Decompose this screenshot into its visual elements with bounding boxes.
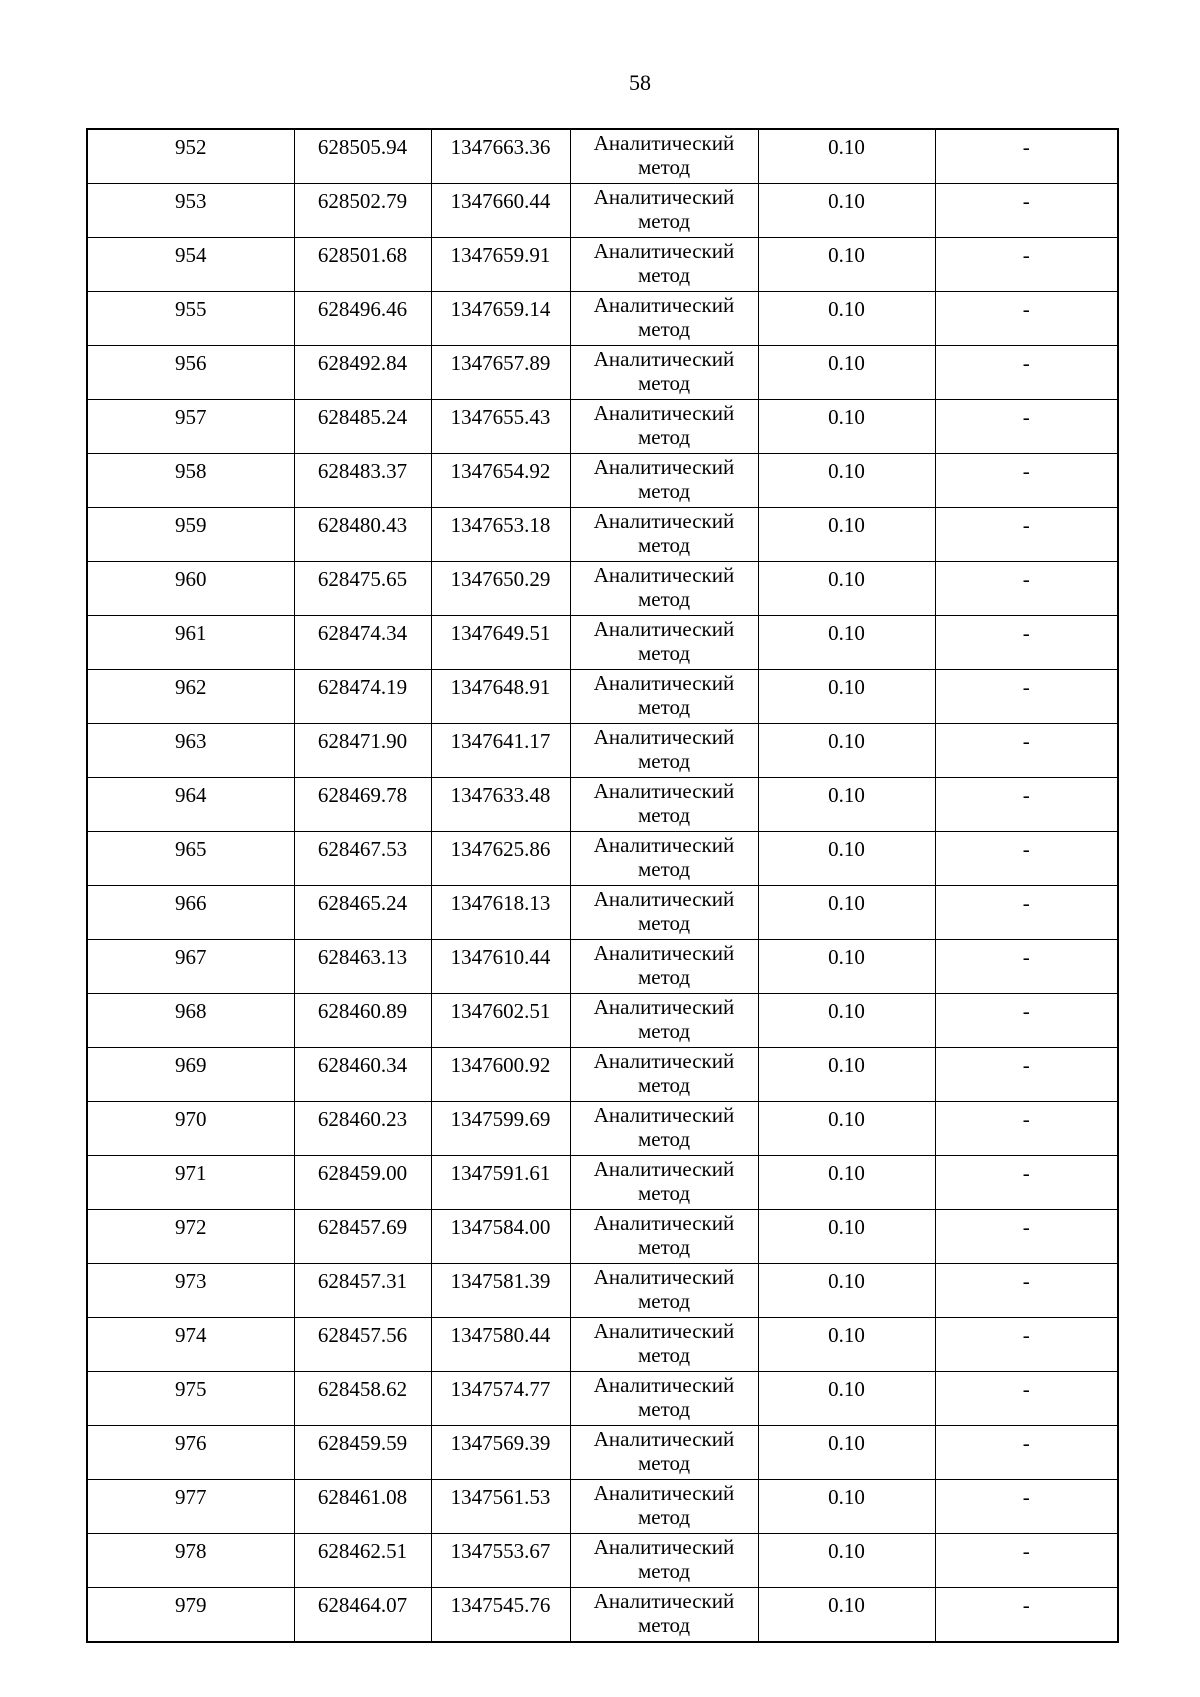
table-row: [87, 724, 1118, 778]
y-coordinate: 1347663.36: [431, 129, 570, 184]
method-line-1: Аналитический: [593, 671, 735, 695]
point-number: 958: [87, 454, 294, 508]
method-line-1: Аналитический: [593, 347, 735, 371]
note: -: [935, 238, 1118, 292]
accuracy: 0.10: [758, 184, 935, 238]
method-cell: [570, 508, 758, 562]
note: -: [935, 1588, 1118, 1643]
point-number: 969: [87, 1048, 294, 1102]
x-coordinate: 628469.78: [294, 778, 431, 832]
method-line-2: метод: [637, 263, 691, 287]
table-row: [87, 1318, 1118, 1372]
method-line-2: метод: [637, 749, 691, 773]
y-coordinate: 1347625.86: [431, 832, 570, 886]
method-cell: [570, 616, 758, 670]
x-coordinate: 628457.69: [294, 1210, 431, 1264]
point-number: 962: [87, 670, 294, 724]
accuracy: 0.10: [758, 1372, 935, 1426]
point-number: 956: [87, 346, 294, 400]
y-coordinate: 1347654.92: [431, 454, 570, 508]
method-cell: [570, 778, 758, 832]
y-coordinate: 1347655.43: [431, 400, 570, 454]
table-row: [87, 1264, 1118, 1318]
accuracy: 0.10: [758, 724, 935, 778]
method-line-2: метод: [637, 209, 691, 233]
accuracy: 0.10: [758, 1048, 935, 1102]
point-number: 970: [87, 1102, 294, 1156]
note: -: [935, 508, 1118, 562]
method-line-2: метод: [637, 1235, 691, 1259]
method-line-2: метод: [637, 1451, 691, 1475]
table-row: [87, 1426, 1118, 1480]
accuracy: 0.10: [758, 616, 935, 670]
y-coordinate: 1347545.76: [431, 1588, 570, 1643]
y-coordinate: 1347602.51: [431, 994, 570, 1048]
point-number: 977: [87, 1480, 294, 1534]
method-line-2: метод: [637, 1289, 691, 1313]
method-line-1: Аналитический: [593, 1373, 735, 1397]
x-coordinate: 628474.34: [294, 616, 431, 670]
method-line-1: Аналитический: [593, 239, 735, 263]
point-number: 973: [87, 1264, 294, 1318]
method-cell: [570, 724, 758, 778]
point-number: 964: [87, 778, 294, 832]
point-number: 955: [87, 292, 294, 346]
x-coordinate: 628475.65: [294, 562, 431, 616]
method-line-1: Аналитический: [593, 617, 735, 641]
method-line-2: метод: [637, 1073, 691, 1097]
x-coordinate: 628502.79: [294, 184, 431, 238]
accuracy: 0.10: [758, 1210, 935, 1264]
point-number: 965: [87, 832, 294, 886]
method-line-1: Аналитический: [593, 941, 735, 965]
note: -: [935, 1156, 1118, 1210]
table-row: [87, 832, 1118, 886]
table-row: [87, 886, 1118, 940]
method-line-1: Аналитический: [593, 779, 735, 803]
note: -: [935, 1264, 1118, 1318]
point-number: 971: [87, 1156, 294, 1210]
method-line-2: метод: [637, 1181, 691, 1205]
y-coordinate: 1347659.14: [431, 292, 570, 346]
accuracy: 0.10: [758, 1102, 935, 1156]
point-number: 952: [87, 129, 294, 184]
point-number: 959: [87, 508, 294, 562]
note: -: [935, 1480, 1118, 1534]
accuracy: 0.10: [758, 346, 935, 400]
accuracy: 0.10: [758, 1264, 935, 1318]
point-number: 953: [87, 184, 294, 238]
method-line-2: метод: [637, 479, 691, 503]
note: -: [935, 184, 1118, 238]
method-cell: [570, 562, 758, 616]
x-coordinate: 628457.56: [294, 1318, 431, 1372]
table-row: [87, 1102, 1118, 1156]
x-coordinate: 628492.84: [294, 346, 431, 400]
page-number: 58: [629, 70, 651, 95]
accuracy: 0.10: [758, 1480, 935, 1534]
method-cell: [570, 1426, 758, 1480]
table-row: [87, 1534, 1118, 1588]
note: -: [935, 1102, 1118, 1156]
table-row: [87, 1588, 1118, 1643]
note: -: [935, 616, 1118, 670]
y-coordinate: 1347599.69: [431, 1102, 570, 1156]
x-coordinate: 628496.46: [294, 292, 431, 346]
method-line-2: метод: [637, 1127, 691, 1151]
y-coordinate: 1347569.39: [431, 1426, 570, 1480]
method-line-1: Аналитический: [593, 1481, 735, 1505]
method-cell: [570, 994, 758, 1048]
method-cell: [570, 129, 758, 184]
accuracy: 0.10: [758, 292, 935, 346]
table-row: [87, 1372, 1118, 1426]
y-coordinate: 1347581.39: [431, 1264, 570, 1318]
y-coordinate: 1347553.67: [431, 1534, 570, 1588]
table-row: [87, 400, 1118, 454]
note: -: [935, 562, 1118, 616]
note: -: [935, 400, 1118, 454]
point-number: 954: [87, 238, 294, 292]
x-coordinate: 628459.00: [294, 1156, 431, 1210]
y-coordinate: 1347591.61: [431, 1156, 570, 1210]
note: -: [935, 940, 1118, 994]
method-line-1: Аналитический: [593, 455, 735, 479]
method-cell: [570, 454, 758, 508]
method-cell: [570, 1264, 758, 1318]
note: -: [935, 292, 1118, 346]
method-cell: [570, 1048, 758, 1102]
accuracy: 0.10: [758, 994, 935, 1048]
note: -: [935, 886, 1118, 940]
x-coordinate: 628459.59: [294, 1426, 431, 1480]
method-cell: [570, 1372, 758, 1426]
method-line-2: метод: [637, 911, 691, 935]
accuracy: 0.10: [758, 454, 935, 508]
method-line-1: Аналитический: [593, 401, 735, 425]
accuracy: 0.10: [758, 832, 935, 886]
method-line-1: Аналитический: [593, 1265, 735, 1289]
point-number: 967: [87, 940, 294, 994]
method-line-2: метод: [637, 641, 691, 665]
method-line-1: Аналитический: [593, 1319, 735, 1343]
y-coordinate: 1347657.89: [431, 346, 570, 400]
x-coordinate: 628461.08: [294, 1480, 431, 1534]
note: -: [935, 778, 1118, 832]
x-coordinate: 628465.24: [294, 886, 431, 940]
method-line-2: метод: [637, 317, 691, 341]
accuracy: 0.10: [758, 562, 935, 616]
note: -: [935, 1534, 1118, 1588]
note: -: [935, 1318, 1118, 1372]
method-cell: [570, 1534, 758, 1588]
note: -: [935, 1048, 1118, 1102]
x-coordinate: 628460.34: [294, 1048, 431, 1102]
accuracy: 0.10: [758, 670, 935, 724]
x-coordinate: 628457.31: [294, 1264, 431, 1318]
table-row: [87, 184, 1118, 238]
note: -: [935, 1372, 1118, 1426]
y-coordinate: 1347610.44: [431, 940, 570, 994]
method-line-2: метод: [637, 803, 691, 827]
point-number: 974: [87, 1318, 294, 1372]
method-cell: [570, 670, 758, 724]
accuracy: 0.10: [758, 1534, 935, 1588]
method-line-2: метод: [637, 155, 691, 179]
method-cell: [570, 1588, 758, 1643]
point-number: 963: [87, 724, 294, 778]
point-number: 976: [87, 1426, 294, 1480]
method-line-2: метод: [637, 1019, 691, 1043]
accuracy: 0.10: [758, 129, 935, 184]
y-coordinate: 1347584.00: [431, 1210, 570, 1264]
method-cell: [570, 886, 758, 940]
method-cell: [570, 1156, 758, 1210]
method-line-2: метод: [637, 1397, 691, 1421]
table-row: [87, 778, 1118, 832]
table-row: [87, 670, 1118, 724]
x-coordinate: 628480.43: [294, 508, 431, 562]
x-coordinate: 628485.24: [294, 400, 431, 454]
point-number: 979: [87, 1588, 294, 1643]
accuracy: 0.10: [758, 238, 935, 292]
x-coordinate: 628501.68: [294, 238, 431, 292]
x-coordinate: 628460.23: [294, 1102, 431, 1156]
note: -: [935, 994, 1118, 1048]
method-line-1: Аналитический: [593, 1049, 735, 1073]
note: -: [935, 454, 1118, 508]
method-line-2: метод: [637, 1343, 691, 1367]
method-line-1: Аналитический: [593, 185, 735, 209]
y-coordinate: 1347660.44: [431, 184, 570, 238]
method-line-2: метод: [637, 371, 691, 395]
method-line-2: метод: [637, 695, 691, 719]
accuracy: 0.10: [758, 1156, 935, 1210]
method-line-2: метод: [637, 425, 691, 449]
y-coordinate: 1347650.29: [431, 562, 570, 616]
note: -: [935, 346, 1118, 400]
method-cell: [570, 832, 758, 886]
method-line-2: метод: [637, 533, 691, 557]
x-coordinate: 628483.37: [294, 454, 431, 508]
method-cell: [570, 238, 758, 292]
method-line-1: Аналитический: [593, 1157, 735, 1181]
y-coordinate: 1347641.17: [431, 724, 570, 778]
method-line-2: метод: [637, 587, 691, 611]
accuracy: 0.10: [758, 508, 935, 562]
table-row: [87, 616, 1118, 670]
point-number: 966: [87, 886, 294, 940]
x-coordinate: 628464.07: [294, 1588, 431, 1643]
y-coordinate: 1347561.53: [431, 1480, 570, 1534]
method-line-1: Аналитический: [593, 1211, 735, 1235]
coordinates-table: [86, 128, 1119, 1643]
note: -: [935, 832, 1118, 886]
y-coordinate: 1347633.48: [431, 778, 570, 832]
table-row: [87, 292, 1118, 346]
y-coordinate: 1347648.91: [431, 670, 570, 724]
method-line-1: Аналитический: [593, 995, 735, 1019]
table-row: [87, 1156, 1118, 1210]
method-cell: [570, 1480, 758, 1534]
accuracy: 0.10: [758, 1318, 935, 1372]
note: -: [935, 129, 1118, 184]
note: -: [935, 670, 1118, 724]
table-row: [87, 1048, 1118, 1102]
method-line-2: метод: [637, 857, 691, 881]
y-coordinate: 1347649.51: [431, 616, 570, 670]
method-line-2: метод: [637, 965, 691, 989]
point-number: 972: [87, 1210, 294, 1264]
table-body: [87, 129, 1118, 1642]
x-coordinate: 628463.13: [294, 940, 431, 994]
method-line-1: Аналитический: [593, 293, 735, 317]
x-coordinate: 628460.89: [294, 994, 431, 1048]
point-number: 961: [87, 616, 294, 670]
method-cell: [570, 292, 758, 346]
table-row: [87, 238, 1118, 292]
method-line-2: метод: [637, 1559, 691, 1583]
method-line-1: Аналитический: [593, 833, 735, 857]
method-line-1: Аналитический: [593, 887, 735, 911]
table-row: [87, 1480, 1118, 1534]
y-coordinate: 1347618.13: [431, 886, 570, 940]
y-coordinate: 1347574.77: [431, 1372, 570, 1426]
method-line-1: Аналитический: [593, 1535, 735, 1559]
y-coordinate: 1347659.91: [431, 238, 570, 292]
point-number: 957: [87, 400, 294, 454]
table-row: [87, 129, 1118, 184]
point-number: 975: [87, 1372, 294, 1426]
x-coordinate: 628505.94: [294, 129, 431, 184]
method-line-1: Аналитический: [593, 1427, 735, 1451]
method-cell: [570, 400, 758, 454]
method-line-2: метод: [637, 1505, 691, 1529]
method-line-1: Аналитический: [593, 563, 735, 587]
method-cell: [570, 1102, 758, 1156]
method-cell: [570, 1318, 758, 1372]
table-row: [87, 940, 1118, 994]
accuracy: 0.10: [758, 778, 935, 832]
table-row: [87, 994, 1118, 1048]
note: -: [935, 724, 1118, 778]
table-row: [87, 508, 1118, 562]
method-line-1: Аналитический: [593, 1589, 735, 1613]
method-line-2: метод: [637, 1613, 691, 1637]
table-row: [87, 1210, 1118, 1264]
accuracy: 0.10: [758, 886, 935, 940]
accuracy: 0.10: [758, 1426, 935, 1480]
point-number: 978: [87, 1534, 294, 1588]
x-coordinate: 628474.19: [294, 670, 431, 724]
point-number: 960: [87, 562, 294, 616]
y-coordinate: 1347653.18: [431, 508, 570, 562]
x-coordinate: 628458.62: [294, 1372, 431, 1426]
method-cell: [570, 346, 758, 400]
method-cell: [570, 1210, 758, 1264]
method-line-1: Аналитический: [593, 725, 735, 749]
note: -: [935, 1426, 1118, 1480]
table-row: [87, 346, 1118, 400]
table-row: [87, 562, 1118, 616]
point-number: 968: [87, 994, 294, 1048]
note: -: [935, 1210, 1118, 1264]
accuracy: 0.10: [758, 940, 935, 994]
method-line-1: Аналитический: [593, 509, 735, 533]
y-coordinate: 1347580.44: [431, 1318, 570, 1372]
accuracy: 0.10: [758, 400, 935, 454]
x-coordinate: 628471.90: [294, 724, 431, 778]
table-row: [87, 454, 1118, 508]
x-coordinate: 628462.51: [294, 1534, 431, 1588]
y-coordinate: 1347600.92: [431, 1048, 570, 1102]
method-line-1: Аналитический: [593, 1103, 735, 1127]
x-coordinate: 628467.53: [294, 832, 431, 886]
accuracy: 0.10: [758, 1588, 935, 1643]
method-cell: [570, 940, 758, 994]
method-cell: [570, 184, 758, 238]
method-line-1: Аналитический: [593, 131, 735, 155]
